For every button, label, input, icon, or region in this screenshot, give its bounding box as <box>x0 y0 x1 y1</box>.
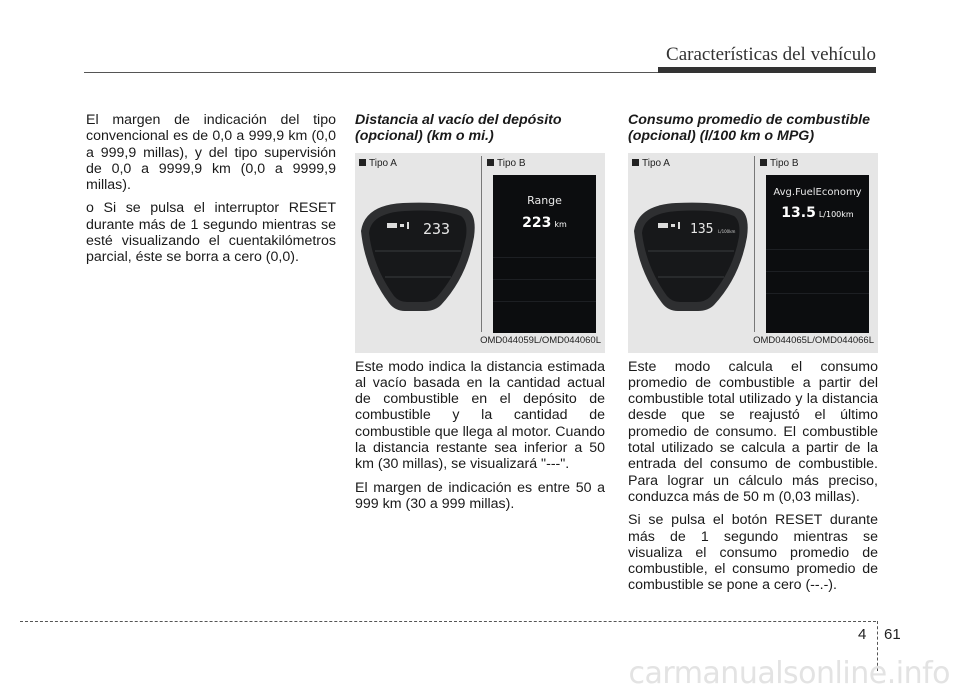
page-number: 61 <box>884 626 901 643</box>
footer-dashed-rule <box>20 621 876 622</box>
screen-line <box>493 279 596 280</box>
square-bullet-icon <box>632 159 639 166</box>
lcd-screen-type-b <box>493 175 596 333</box>
figure-divider <box>481 156 482 332</box>
header-title: Características del vehículo <box>666 44 876 65</box>
paragraph: Si se pulsa el botón RESET durante más de 1 segundo mientras se visualiza el consumo promedio de combustible, el consumo promedio de combustible se pone a cero (--.-). <box>628 512 878 594</box>
figure-code: OMD044065L/OMD044066L <box>753 335 874 347</box>
header-rule-accent <box>658 67 876 73</box>
paragraph: El margen de indicación es entre 50 a 999 km (30 a 999 millas). <box>355 479 605 512</box>
watermark: carmanualsonline.info <box>628 656 950 691</box>
figure-label-b: Tipo B <box>487 156 526 172</box>
chapter-number: 4 <box>858 626 867 643</box>
square-bullet-icon <box>760 159 767 166</box>
figure-label-a: Tipo A <box>632 156 670 172</box>
section-title-range: Distancia al vacío del depósito (opcional) (km o mi.) <box>355 112 562 145</box>
screen-line <box>766 293 869 294</box>
screen-line <box>493 257 596 258</box>
screen-title: Avg.FuelEconomy <box>773 186 862 198</box>
paragraph: o Si se pulsa el interruptor RESET durante más de 1 segundo mientras se esté visualizando el cuentakilómetros parcial, éste se borra a cero (0,0). <box>86 200 336 266</box>
cluster-readout: 233 <box>423 219 451 238</box>
section-title-fuel-economy: Consumo promedio de combustible (opcional) (l/100 km o MPG) <box>628 112 870 145</box>
column-2 <box>355 112 605 519</box>
square-bullet-icon <box>487 159 494 166</box>
screen-line <box>493 301 596 302</box>
screen-value: 13.5 L/100km <box>781 204 854 221</box>
figure-label-b: Tipo B <box>760 156 799 172</box>
lcd-screen-type-b <box>766 175 869 333</box>
figure-fuel-economy <box>628 153 878 353</box>
cluster-type-a-image <box>628 153 752 333</box>
cluster-type-a-image <box>355 153 479 333</box>
square-bullet-icon <box>359 159 366 166</box>
paragraph: El margen de indicación del tipo convencional es de 0,0 a 999,9 km (0,0 a 999,9 millas), y del tipo supervisión de 0,0 a 9999,9 km (0,0 a 9999,9 millas). <box>86 112 336 194</box>
column-3 <box>628 112 878 601</box>
column-1 <box>86 112 336 273</box>
figure-divider <box>754 156 755 332</box>
figure-range <box>355 153 605 353</box>
screen-title: Range <box>527 193 562 207</box>
paragraph: Este modo indica la distancia estimada al vacío basada en la cantidad actual de combustible en el depósito de combustible y la cantidad de combustible que llega al motor. Cuando la distancia restante sea inferior a 50 km (30 millas), se visualizará "---". <box>355 358 605 473</box>
paragraph: Este modo calcula el consumo promedio de combustible a partir del combustible total utilizado y la distancia desde que se reajustó el último promedio de consumo. El combustible total utilizado se calcula a partir de la entrada del consumo de combustible. Para lograr un cálculo más preciso, conduzca más de 50 m (0,03 millas). <box>628 358 878 505</box>
figure-label-a: Tipo A <box>359 156 397 172</box>
screen-line <box>766 249 869 250</box>
figure-code: OMD044059L/OMD044060L <box>480 335 601 347</box>
cluster-readout-unit: L/100km <box>718 228 736 234</box>
screen-line <box>766 271 869 272</box>
cluster-readout: 135 <box>690 221 714 237</box>
screen-value: 223 km <box>522 214 567 231</box>
